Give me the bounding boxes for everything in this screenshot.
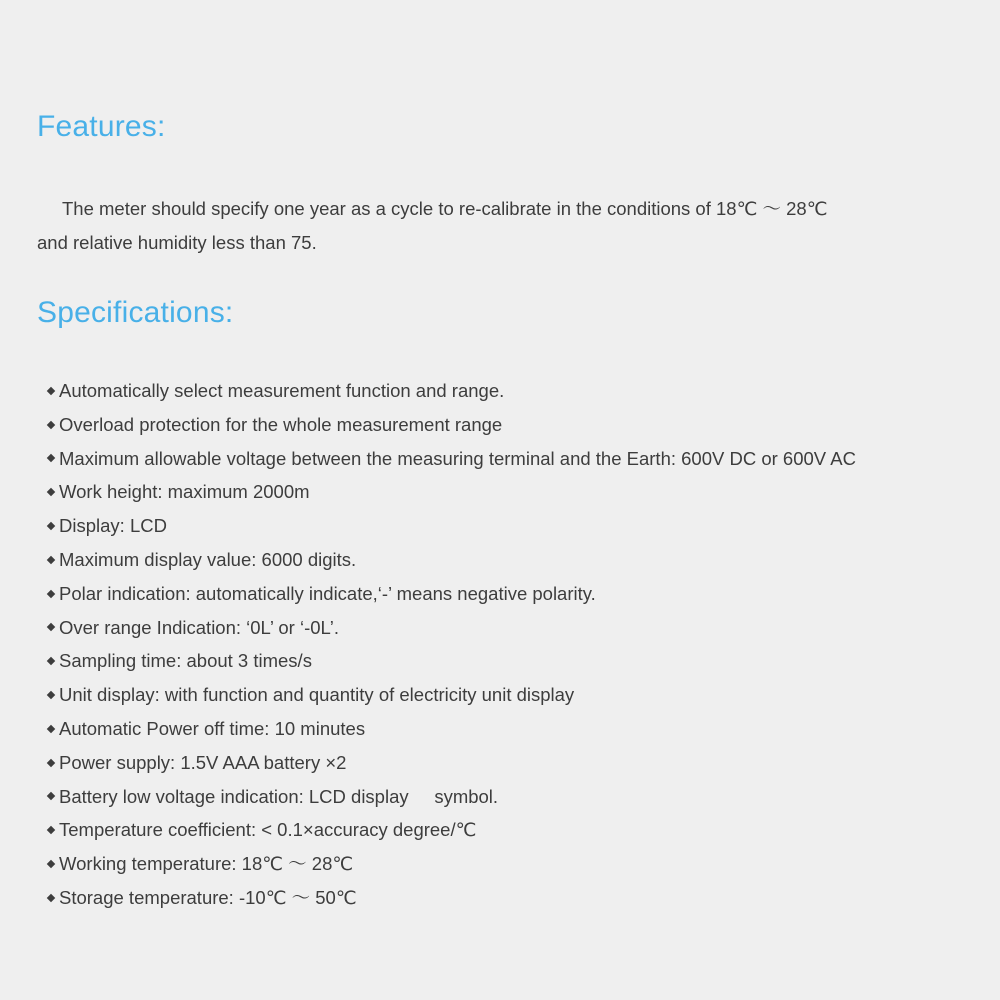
- diamond-bullet-icon: [47, 522, 55, 530]
- spec-item: [45, 442, 985, 476]
- spec-item: [45, 577, 985, 611]
- spec-item-text: Unit display: with function and quantity of electricity unit display: [59, 684, 575, 706]
- spec-item: [45, 813, 985, 847]
- spec-item: [45, 847, 985, 881]
- diamond-bullet-icon: [47, 488, 55, 496]
- spec-item: [45, 374, 985, 408]
- spec-item: [45, 746, 985, 780]
- specifications-list: [45, 374, 985, 915]
- spec-item-text: Sampling time: about 3 times/s: [59, 650, 312, 672]
- spec-item-text: Maximum display value: 6000 digits.: [59, 548, 357, 570]
- diamond-bullet-icon: [47, 826, 55, 834]
- specifications-heading: Specifications:: [37, 296, 234, 329]
- diamond-bullet-icon: [47, 454, 55, 462]
- features-paragraph-line-2: and relative humidity less than 75.: [37, 232, 317, 253]
- spec-item-text: Maximum allowable voltage between the measuring terminal and the Earth: 600V DC or 600V AC: [59, 447, 856, 469]
- diamond-bullet-icon: [47, 758, 55, 766]
- spec-item: [45, 611, 985, 645]
- diamond-bullet-icon: [47, 792, 55, 800]
- features-paragraph: [37, 192, 967, 260]
- diamond-bullet-icon: [47, 657, 55, 665]
- spec-item-text: Temperature coefficient: < 0.1×accuracy degree/℃: [59, 819, 477, 841]
- spec-item: [45, 408, 985, 442]
- spec-item: [45, 678, 985, 712]
- spec-item-text: Over range Indication: ‘0L’ or ‘-0L’.: [59, 616, 340, 638]
- diamond-bullet-icon: [47, 556, 55, 564]
- spec-item-text: Work height: maximum 2000m: [59, 481, 310, 503]
- diamond-bullet-icon: [47, 387, 55, 395]
- diamond-bullet-icon: [47, 691, 55, 699]
- spec-item: [45, 644, 985, 678]
- spec-item-text: Power supply: 1.5V AAA battery ×2: [59, 751, 347, 773]
- diamond-bullet-icon: [47, 589, 55, 597]
- diamond-bullet-icon: [47, 860, 55, 868]
- spec-item: [45, 475, 985, 509]
- features-heading: Features:: [37, 110, 166, 143]
- diamond-bullet-icon: [47, 894, 55, 902]
- spec-item: [45, 712, 985, 746]
- diamond-bullet-icon: [47, 725, 55, 733]
- spec-item-text: Storage temperature: -10℃ ～ 50℃: [59, 886, 357, 908]
- spec-item-text: Overload protection for the whole measurement range: [59, 413, 503, 435]
- features-paragraph-line-1: The meter should specify one year as a cycle to re-calibrate in the conditions of 18℃ ～ 28℃: [62, 198, 828, 219]
- spec-item: [45, 881, 985, 915]
- spec-item: [45, 543, 985, 577]
- diamond-bullet-icon: [47, 420, 55, 428]
- diamond-bullet-icon: [47, 623, 55, 631]
- spec-item-text: Polar indication: automatically indicate,‘-’ means negative polarity.: [59, 582, 596, 604]
- spec-item-text: Display: LCD: [59, 515, 167, 537]
- spec-item-text: Automatic Power off time: 10 minutes: [59, 717, 366, 739]
- spec-item: [45, 509, 985, 543]
- spec-item-text: Automatically select measurement function and range.: [59, 380, 505, 401]
- spec-item-text: Working temperature: 18℃ ～ 28℃: [59, 853, 354, 875]
- spec-item: [45, 780, 985, 814]
- spec-item-text: Battery low voltage indication: LCD display symbol.: [59, 785, 499, 807]
